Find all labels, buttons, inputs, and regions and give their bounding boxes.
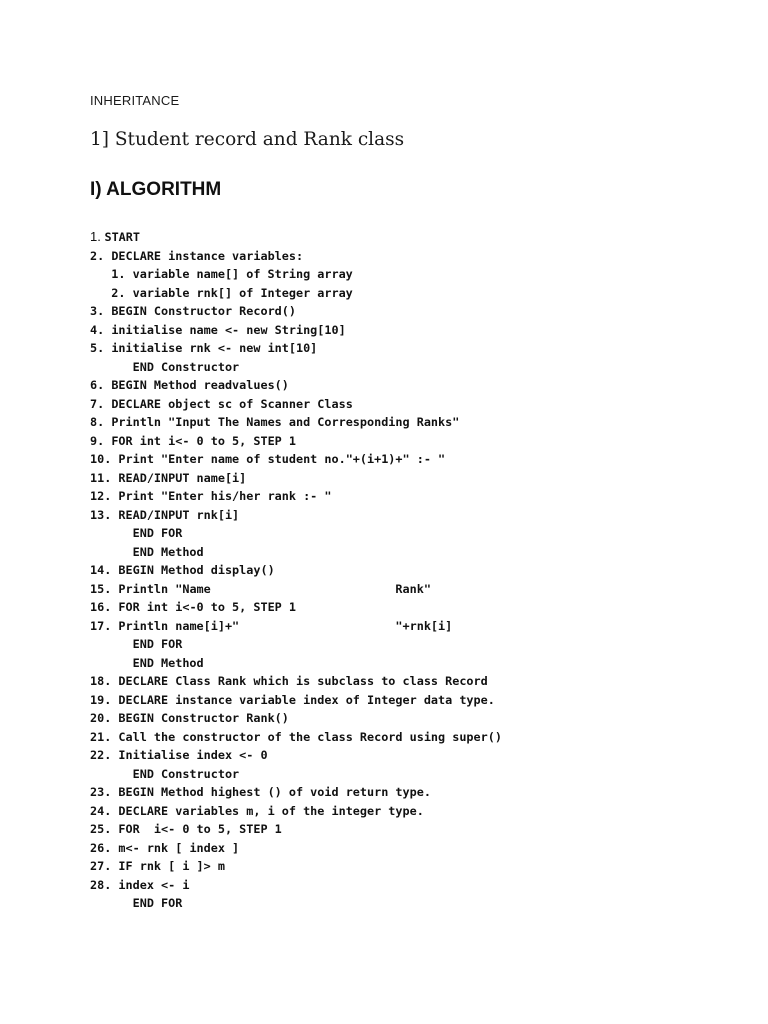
line-number: 19.	[90, 692, 119, 707]
line-text: START	[104, 230, 140, 244]
line-number: 24.	[90, 803, 119, 818]
line-number: 7.	[90, 396, 112, 411]
algorithm-line	[90, 876, 502, 895]
algorithm-steps	[90, 228, 502, 913]
algorithm-line	[90, 413, 502, 432]
line-number: 16.	[90, 600, 119, 614]
line-text: IF rnk [ i ]> m	[118, 859, 225, 873]
line-number: 21.	[90, 729, 119, 744]
algorithm-line	[90, 487, 502, 506]
line-text: BEGIN Method display()	[118, 563, 275, 577]
line-text: DECLARE instance variable index of Integer data type.	[118, 692, 495, 707]
algorithm-line	[90, 654, 502, 673]
line-text: initialise name <- new String[10]	[111, 322, 346, 337]
algorithm-line	[90, 561, 502, 580]
algorithm-line	[90, 524, 502, 543]
algorithm-line	[90, 691, 502, 710]
line-text: 2. variable rnk[] of Integer array	[90, 285, 353, 300]
line-number: 17.	[90, 618, 119, 633]
document-title: 1] Student record and Rank class	[90, 129, 405, 150]
line-text: END FOR	[90, 896, 183, 910]
algorithm-line	[90, 857, 502, 876]
line-text: initialise rnk <- new int[10]	[111, 341, 318, 355]
line-number: 22.	[90, 748, 119, 762]
algorithm-line	[90, 302, 502, 321]
line-text: BEGIN Constructor Record()	[111, 304, 296, 318]
algorithm-line	[90, 506, 502, 525]
line-text: m<- rnk [ index ]	[118, 840, 240, 855]
algorithm-line	[90, 228, 502, 247]
algorithm-line	[90, 321, 502, 340]
algorithm-line	[90, 284, 502, 303]
line-number: 26.	[90, 840, 119, 855]
line-text: Print "Enter his/her rank :- "	[118, 489, 332, 503]
line-text: END Constructor	[90, 766, 240, 781]
line-text: END Method	[90, 544, 204, 559]
line-number: 1.	[90, 229, 105, 244]
line-text: Println name[i]+" "+rnk[i]	[118, 618, 453, 633]
line-text: 1. variable name[] of String array	[90, 267, 353, 281]
line-text: END FOR	[90, 526, 183, 540]
line-text: BEGIN Method highest () of void return type.	[118, 785, 431, 799]
line-text: END Constructor	[90, 359, 240, 374]
line-text: Print "Enter name of student no."+(i+1)+" :- "	[118, 452, 446, 466]
algorithm-line	[90, 728, 502, 747]
line-number: 15.	[90, 581, 119, 596]
line-number: 3.	[90, 304, 112, 318]
line-number: 6.	[90, 378, 112, 392]
algorithm-line	[90, 839, 502, 858]
algorithm-line	[90, 598, 502, 617]
line-text: READ/INPUT name[i]	[118, 470, 247, 485]
algorithm-line	[90, 802, 502, 821]
algorithm-line	[90, 265, 502, 284]
line-text: BEGIN Method readvalues()	[111, 378, 289, 392]
line-number: 8.	[90, 415, 112, 429]
algorithm-line	[90, 376, 502, 395]
line-number: 5.	[90, 341, 112, 355]
algorithm-line	[90, 247, 502, 266]
line-number: 23.	[90, 785, 119, 799]
line-number: 12.	[90, 489, 119, 503]
line-text: DECLARE object sc of Scanner Class	[111, 396, 353, 411]
line-number: 2.	[90, 248, 112, 263]
line-text: DECLARE variables m, i of the integer type.	[118, 803, 424, 818]
algorithm-line	[90, 580, 502, 599]
line-text: FOR int i<-0 to 5, STEP 1	[118, 600, 296, 614]
line-number: 27.	[90, 859, 119, 873]
algorithm-line	[90, 617, 502, 636]
line-text: DECLARE Class Rank which is subclass to class Record	[118, 674, 488, 688]
algorithm-line	[90, 358, 502, 377]
line-text: END FOR	[90, 637, 183, 651]
line-number: 11.	[90, 470, 119, 485]
line-text: BEGIN Constructor Rank()	[118, 711, 289, 725]
line-number: 10.	[90, 452, 119, 466]
algorithm-line	[90, 746, 502, 765]
line-text: END Method	[90, 655, 204, 670]
algorithm-line	[90, 672, 502, 691]
algorithm-line	[90, 709, 502, 728]
line-text: FOR int i<- 0 to 5, STEP 1	[111, 433, 296, 448]
line-text: index <- i	[118, 877, 190, 892]
algorithm-line	[90, 339, 502, 358]
algorithm-line	[90, 783, 502, 802]
document-label: INHERITANCE	[90, 93, 180, 108]
section-heading: I) ALGORITHM	[90, 179, 222, 200]
algorithm-line	[90, 820, 502, 839]
line-number: 4.	[90, 322, 112, 337]
line-number: 9.	[90, 433, 112, 448]
algorithm-line	[90, 432, 502, 451]
algorithm-line	[90, 395, 502, 414]
line-text: FOR i<- 0 to 5, STEP 1	[118, 822, 282, 836]
algorithm-line	[90, 765, 502, 784]
algorithm-line	[90, 635, 502, 654]
line-text: READ/INPUT rnk[i]	[118, 507, 240, 522]
line-text: Call the constructor of the class Record using super()	[118, 729, 502, 744]
line-number: 28.	[90, 877, 119, 892]
line-text: Println "Name Rank"	[118, 581, 431, 596]
line-number: 13.	[90, 507, 119, 522]
algorithm-line	[90, 894, 502, 913]
line-text: Initialise index <- 0	[118, 748, 268, 762]
algorithm-line	[90, 450, 502, 469]
line-number: 14.	[90, 563, 119, 577]
line-text: Println "Input The Names and Corresponding Ranks"	[111, 415, 460, 429]
line-number: 18.	[90, 674, 119, 688]
algorithm-line	[90, 543, 502, 562]
line-number: 20.	[90, 711, 119, 725]
line-text: DECLARE instance variables:	[111, 248, 304, 263]
line-number: 25.	[90, 822, 119, 836]
algorithm-line	[90, 469, 502, 488]
